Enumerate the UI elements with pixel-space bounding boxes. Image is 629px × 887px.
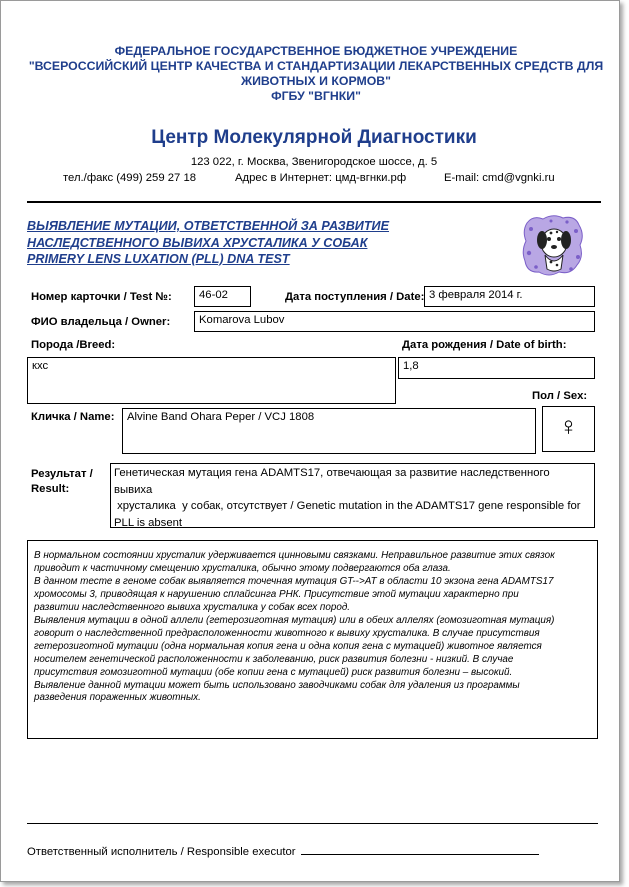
result-line: PLL is absent <box>114 516 183 529</box>
notes-line: гетерозиготной мутации (одна нормальная копия гена и одна копия гена с мутацией) животное является <box>34 640 542 652</box>
test-title-line: PRIMERY LENS LUXATION (PLL) DNA TEST <box>27 252 290 266</box>
result-field[interactable] <box>110 463 595 528</box>
email: E-mail: cmd@vgnki.ru <box>444 172 555 184</box>
result-label-line: Результат / <box>31 468 93 480</box>
breed-field[interactable]: кхс <box>27 357 396 404</box>
notes-line: В данном тесте в геноме собак выявляется точечная мутация GT-->AT в области 10 экзона гена ADAMTS17 <box>34 575 554 587</box>
card-number-label: Номер карточки / Test №: <box>31 291 172 303</box>
address: 123 022, г. Москва, Звенигородское шоссе, д. 5 <box>190 156 438 168</box>
sex-label: Пол / Sex: <box>532 390 588 402</box>
result-label-line: Result: <box>31 483 70 495</box>
website: Адрес в Интернет: цмд-вгнки.рф <box>235 172 407 184</box>
header-divider <box>27 201 601 203</box>
signature-row <box>27 844 539 858</box>
center-title: Центр Молекулярной Диагностики <box>151 127 477 148</box>
notes-line: присутствия гомозиготной мутации (обе копии гена с мутацией) риск развития болезни – высокий. <box>34 666 513 678</box>
result-line: хрусталика у собак, отсутствует / Genetic mutation in the ADAMTS17 gene responsible for <box>114 500 581 512</box>
card-number-field[interactable]: 46-02 <box>194 286 251 307</box>
test-title-line: ВЫЯВЛЕНИЕ МУТАЦИИ, ОТВЕТСТВЕННОЙ ЗА РАЗВИТИЕ <box>27 219 390 233</box>
org-line: ЖИВОТНЫХ И КОРМОВ" <box>240 74 392 88</box>
signature-line[interactable] <box>301 844 539 855</box>
notes-line: Выявления мутации в одной аллели (гетерозиготная мутация) или в обеих аллелях (гомозиготная мутация) <box>34 614 555 626</box>
organization-header <box>21 44 611 104</box>
notes-line: развитии наследственного вывиха хрусталика у собак всех пород. <box>34 601 351 613</box>
breed-label: Порода /Breed: <box>31 339 116 351</box>
explanation-notes <box>27 540 598 739</box>
notes-line: хромосомы 3, приводящая к нарушению сплайсинга РНК. Присутствие этой мутации характерно при <box>34 588 519 600</box>
test-title-line: НАСЛЕДСТВЕННОГО ВЫВИХА ХРУСТАЛИКА У СОБАК <box>27 235 368 250</box>
result-line: Генетическая мутация гена ADAMTS17, отвечающая за развитие наследственного вывиха <box>114 467 550 496</box>
owner-field[interactable]: Komarova Lubov <box>194 311 595 332</box>
notes-line: приводит к частичному смещению хрусталика, обычно этому подвергаются оба глаза. <box>34 562 451 574</box>
footer-divider <box>27 823 598 824</box>
org-line: ФГБУ "ВГНКИ" <box>271 89 361 103</box>
phone: тел./факс (499) 259 27 18 <box>63 172 197 184</box>
test-title <box>27 218 407 268</box>
result-label <box>31 468 93 495</box>
dalmatian-dog-logo-icon <box>521 213 585 279</box>
signature-label: Ответственный исполнитель / Responsible executor <box>27 846 296 858</box>
org-line: "ВСЕРОССИЙСКИЙ ЦЕНТР КАЧЕСТВА И СТАНДАРТИЗАЦИИ ЛЕКАРСТВЕННЫХ СРЕДСТВ ДЛЯ <box>28 59 604 73</box>
received-date-label: Дата поступления / Date: <box>285 291 425 303</box>
received-date-field[interactable]: 3 февраля 2014 г. <box>424 286 595 307</box>
notes-line: Выявление данной мутации может быть использовано заводчиками собак для удаления из программы <box>34 679 520 691</box>
date-of-birth-field[interactable]: 1,8 <box>398 357 595 379</box>
sex-field[interactable]: ♀ <box>542 406 595 452</box>
notes-line: говорит о наследственной предрасположенности животного к вывиху хрусталика. В случае присутствия <box>34 627 540 639</box>
name-label: Кличка / Name: <box>31 411 115 423</box>
date-of-birth-label: Дата рождения / Date of birth: <box>402 339 567 351</box>
notes-line: разведения пораженных животных. <box>34 692 201 704</box>
owner-label: ФИО владельца / Owner: <box>31 316 171 328</box>
org-line: ФЕДЕРАЛЬНОЕ ГОСУДАРСТВЕННОЕ БЮДЖЕТНОЕ УЧРЕЖДЕНИЕ <box>114 44 518 58</box>
name-field[interactable]: Alvine Band Ohara Peper / VCJ 1808 <box>122 408 536 454</box>
notes-line: носителем генетической расположенности к заболеванию, риск развития болезни - низкий. В случае <box>34 653 514 665</box>
notes-line: В нормальном состоянии хрусталик удерживается цинновыми связками. Неправильное развитие этих связок <box>34 550 555 561</box>
